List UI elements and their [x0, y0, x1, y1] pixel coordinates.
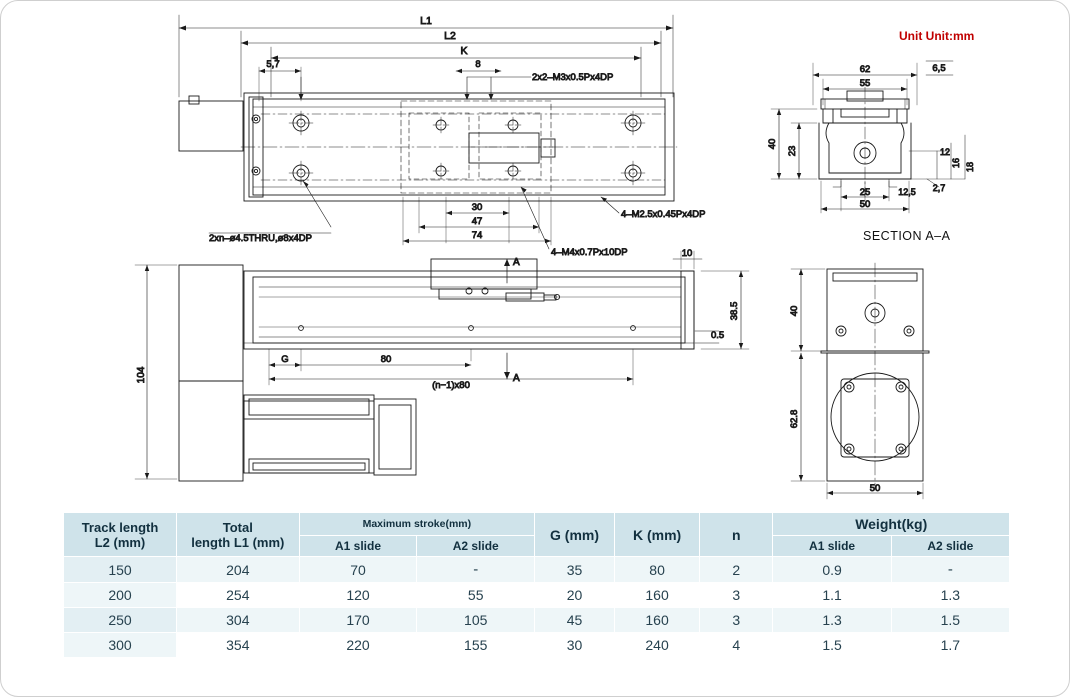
- dim-L2: L2: [444, 30, 456, 42]
- cell-k: 160: [614, 583, 699, 608]
- callout-m3: 2x2–M3x0.5Px4DP: [532, 72, 614, 83]
- dim-47: 47: [471, 216, 483, 227]
- dim-6p5: 6,5: [932, 63, 946, 74]
- dim-n-1-x80: (n−1)x80: [432, 380, 470, 391]
- dim-40-side: 40: [789, 305, 800, 317]
- cell-weight-a1: 0.9: [773, 557, 891, 583]
- dim-16: 16: [951, 157, 961, 169]
- dim-104: 104: [136, 366, 147, 384]
- cell-weight-a1: 1.3: [773, 608, 891, 633]
- cell-n: 3: [700, 583, 773, 608]
- dim-L1: L1: [420, 15, 432, 27]
- dim-18: 18: [965, 161, 975, 173]
- cell-g: 30: [535, 633, 615, 658]
- cell-g: 20: [535, 583, 615, 608]
- dim-K: K: [460, 45, 468, 57]
- dim-40-section: 40: [767, 138, 778, 150]
- dim-8: 8: [475, 59, 481, 70]
- table-row: [64, 557, 1010, 583]
- table-row: [64, 633, 1010, 658]
- cell-stroke-a2: 55: [417, 583, 535, 608]
- dim-12: 12: [939, 147, 951, 157]
- th-stroke-a2: A2 slide: [417, 536, 535, 557]
- technical-drawing: [1, 1, 1070, 501]
- cell-l2: 150: [64, 557, 177, 583]
- cell-weight-a2: -: [891, 557, 1009, 583]
- dim-12p5: 12,5: [898, 187, 916, 197]
- th-weight-a2: A2 slide: [891, 536, 1009, 557]
- th-stroke-a1: A1 slide: [299, 536, 417, 557]
- section-title: SECTION A–A: [863, 229, 951, 243]
- dim-55: 55: [859, 78, 871, 89]
- dim-5p7: 5,7: [266, 59, 280, 70]
- cell-stroke-a1: 70: [299, 557, 417, 583]
- cell-g: 45: [535, 608, 615, 633]
- th-k: K (mm): [614, 513, 699, 557]
- dim-G: G: [281, 354, 289, 365]
- cell-l1: 254: [176, 583, 299, 608]
- section-arrow-a-bottom: A: [513, 373, 520, 384]
- dim-25: 25: [859, 187, 871, 198]
- cell-stroke-a2: -: [417, 557, 535, 583]
- dim-50-section: 50: [859, 199, 871, 210]
- dim-30: 30: [471, 202, 483, 213]
- dim-38p5: 38.5: [729, 301, 740, 321]
- th-track-length: Track length L2 (mm): [64, 513, 177, 557]
- th-weight: Weight(kg): [773, 513, 1010, 536]
- cell-stroke-a2: 155: [417, 633, 535, 658]
- cell-stroke-a1: 220: [299, 633, 417, 658]
- specification-table: [63, 512, 1010, 658]
- th-weight-a1: A1 slide: [773, 536, 891, 557]
- dim-62: 62: [859, 64, 871, 75]
- cell-weight-a2: 1.7: [891, 633, 1009, 658]
- th-n: n: [700, 513, 773, 557]
- cell-l1: 204: [176, 557, 299, 583]
- dim-50-side: 50: [869, 483, 881, 494]
- dim-23: 23: [787, 145, 798, 157]
- cell-k: 240: [614, 633, 699, 658]
- th-total-length: Total length L1 (mm): [176, 513, 299, 557]
- cell-l2: 250: [64, 608, 177, 633]
- cell-l1: 304: [176, 608, 299, 633]
- cell-l2: 300: [64, 633, 177, 658]
- dim-80: 80: [380, 354, 392, 365]
- cell-n: 3: [700, 608, 773, 633]
- cell-weight-a1: 1.1: [773, 583, 891, 608]
- dim-62p8: 62.8: [789, 409, 800, 429]
- cell-l2: 200: [64, 583, 177, 608]
- dim-2p7: 2,7: [932, 183, 946, 193]
- cell-weight-a1: 1.5: [773, 633, 891, 658]
- cell-n: 2: [700, 557, 773, 583]
- th-g: G (mm): [535, 513, 615, 557]
- unit-note: Unit Unit:mm: [899, 29, 975, 43]
- cell-weight-a2: 1.3: [891, 583, 1009, 608]
- cell-stroke-a1: 120: [299, 583, 417, 608]
- cell-k: 160: [614, 608, 699, 633]
- table-row: [64, 608, 1010, 633]
- dim-74: 74: [471, 230, 483, 241]
- cell-g: 35: [535, 557, 615, 583]
- table-row: [64, 583, 1010, 608]
- cell-l1: 354: [176, 633, 299, 658]
- cell-k: 80: [614, 557, 699, 583]
- cell-stroke-a1: 170: [299, 608, 417, 633]
- section-arrow-a-top: A: [513, 257, 520, 268]
- cell-n: 4: [700, 633, 773, 658]
- dim-10: 10: [681, 248, 693, 259]
- table-header-row-1: [64, 513, 1010, 536]
- callout-m4: 4–M4x0.7Px10DP: [551, 247, 628, 258]
- callout-m25: 4–M2.5x0.45Px4DP: [621, 209, 706, 220]
- cell-stroke-a2: 105: [417, 608, 535, 633]
- cell-weight-a2: 1.5: [891, 608, 1009, 633]
- dim-0p5: 0.5: [711, 330, 725, 341]
- callout-thru: 2xn–ø4.5THRU,ø8x4DP: [209, 233, 312, 244]
- th-maximum-stroke: Maximum stroke(mm): [299, 513, 534, 536]
